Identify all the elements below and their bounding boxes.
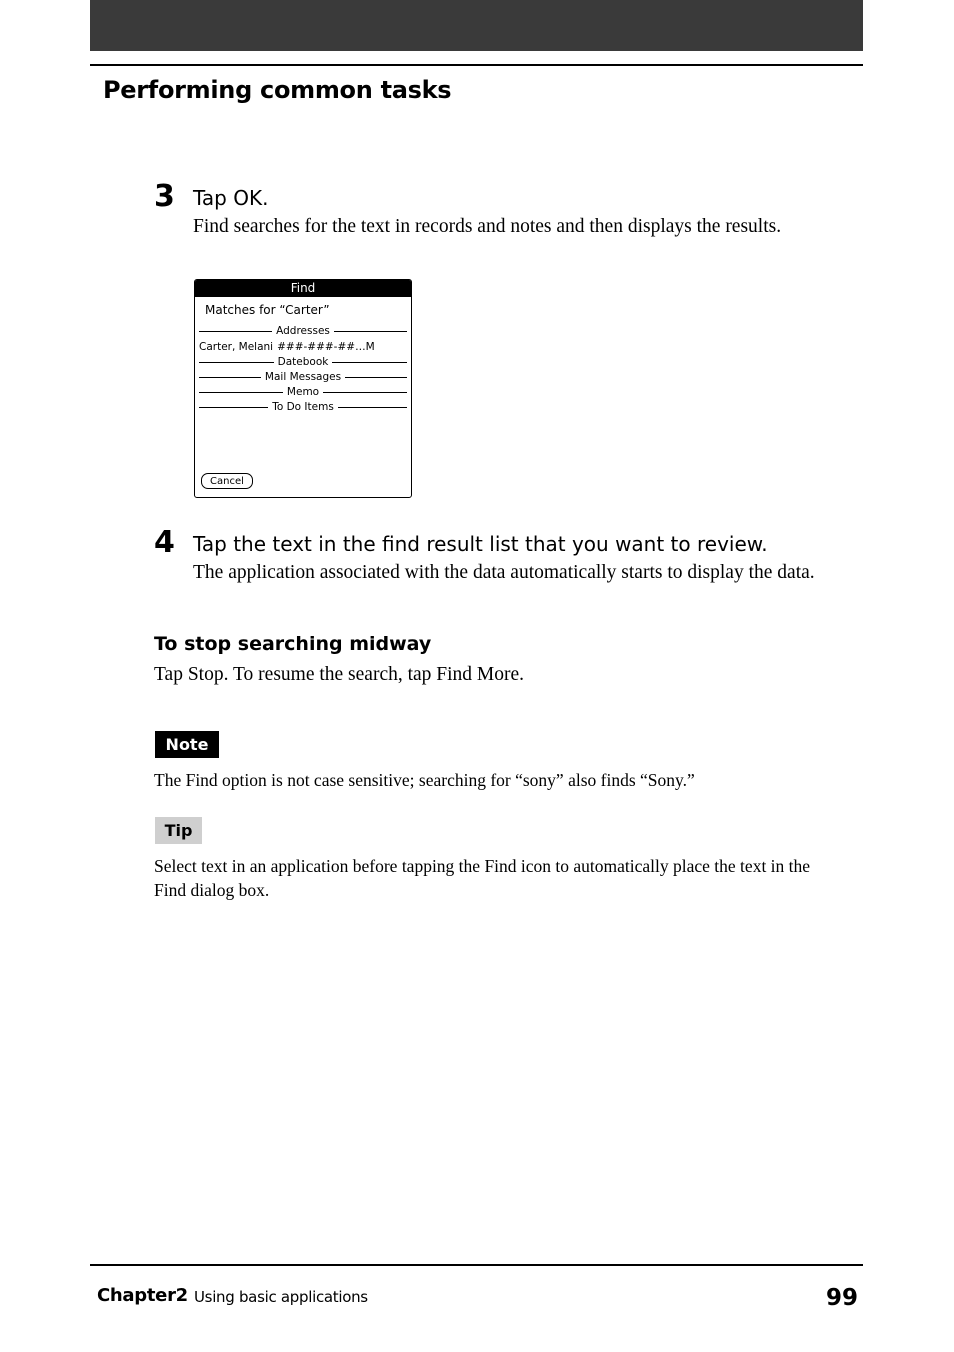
step-4-heading: Tap the text in the find result list that you want to review. xyxy=(193,532,768,556)
footer-description: Using basic applications xyxy=(194,1288,368,1306)
divider xyxy=(323,392,407,393)
page-number: 99 xyxy=(826,1285,859,1311)
result-phone: ###-###-##…M xyxy=(277,341,375,353)
stop-searching-body: Tap Stop. To resume the search, tap Find More. xyxy=(154,664,525,685)
divider xyxy=(199,407,268,408)
footer-chapter: Chapter2 xyxy=(97,1285,188,1306)
header-bar xyxy=(90,0,863,51)
footer-rule xyxy=(90,1264,863,1266)
step-3-heading: Tap OK. xyxy=(193,186,269,210)
find-dialog-title: Find xyxy=(195,280,411,297)
category-label: Addresses xyxy=(276,325,330,337)
divider xyxy=(345,377,407,378)
divider xyxy=(338,407,407,408)
section-title: Performing common tasks xyxy=(103,76,452,104)
header-rule xyxy=(90,64,863,66)
matches-label: Matches for “Carter” xyxy=(205,303,330,317)
category-datebook xyxy=(199,356,407,369)
category-memo xyxy=(199,386,407,399)
category-label: Datebook xyxy=(277,356,329,368)
category-label: Mail Messages xyxy=(264,371,342,383)
divider xyxy=(199,331,272,332)
category-todo xyxy=(199,401,407,414)
tip-badge: Tip xyxy=(155,817,202,844)
divider xyxy=(199,392,283,393)
note-badge: Note xyxy=(155,731,219,758)
stop-searching-heading: To stop searching midway xyxy=(154,633,432,655)
find-dialog xyxy=(194,279,412,498)
cancel-button[interactable]: Cancel xyxy=(201,473,253,489)
divider xyxy=(199,362,274,363)
category-mail-messages xyxy=(199,371,407,384)
note-text: The Find option is not case sensitive; searching for “sony” also finds “Sony.” xyxy=(154,770,695,790)
result-row-carter[interactable] xyxy=(199,341,409,354)
divider xyxy=(199,377,261,378)
category-label: Memo xyxy=(286,386,320,398)
step-3-body: Find searches for the text in records and notes and then displays the results. xyxy=(193,216,782,237)
step-4-body: The application associated with the data automatically starts to display the data. xyxy=(193,562,815,583)
step-3-number: 3 xyxy=(154,179,175,214)
category-addresses[interactable] xyxy=(199,325,407,338)
divider xyxy=(332,362,407,363)
tip-text: Select text in an application before tapping the Find icon to automatically place the text in the Find dialog box. xyxy=(154,856,811,900)
divider xyxy=(334,331,407,332)
result-name: Carter, Melani xyxy=(199,341,274,353)
category-label: To Do Items xyxy=(272,401,334,413)
step-4-number: 4 xyxy=(154,525,175,560)
